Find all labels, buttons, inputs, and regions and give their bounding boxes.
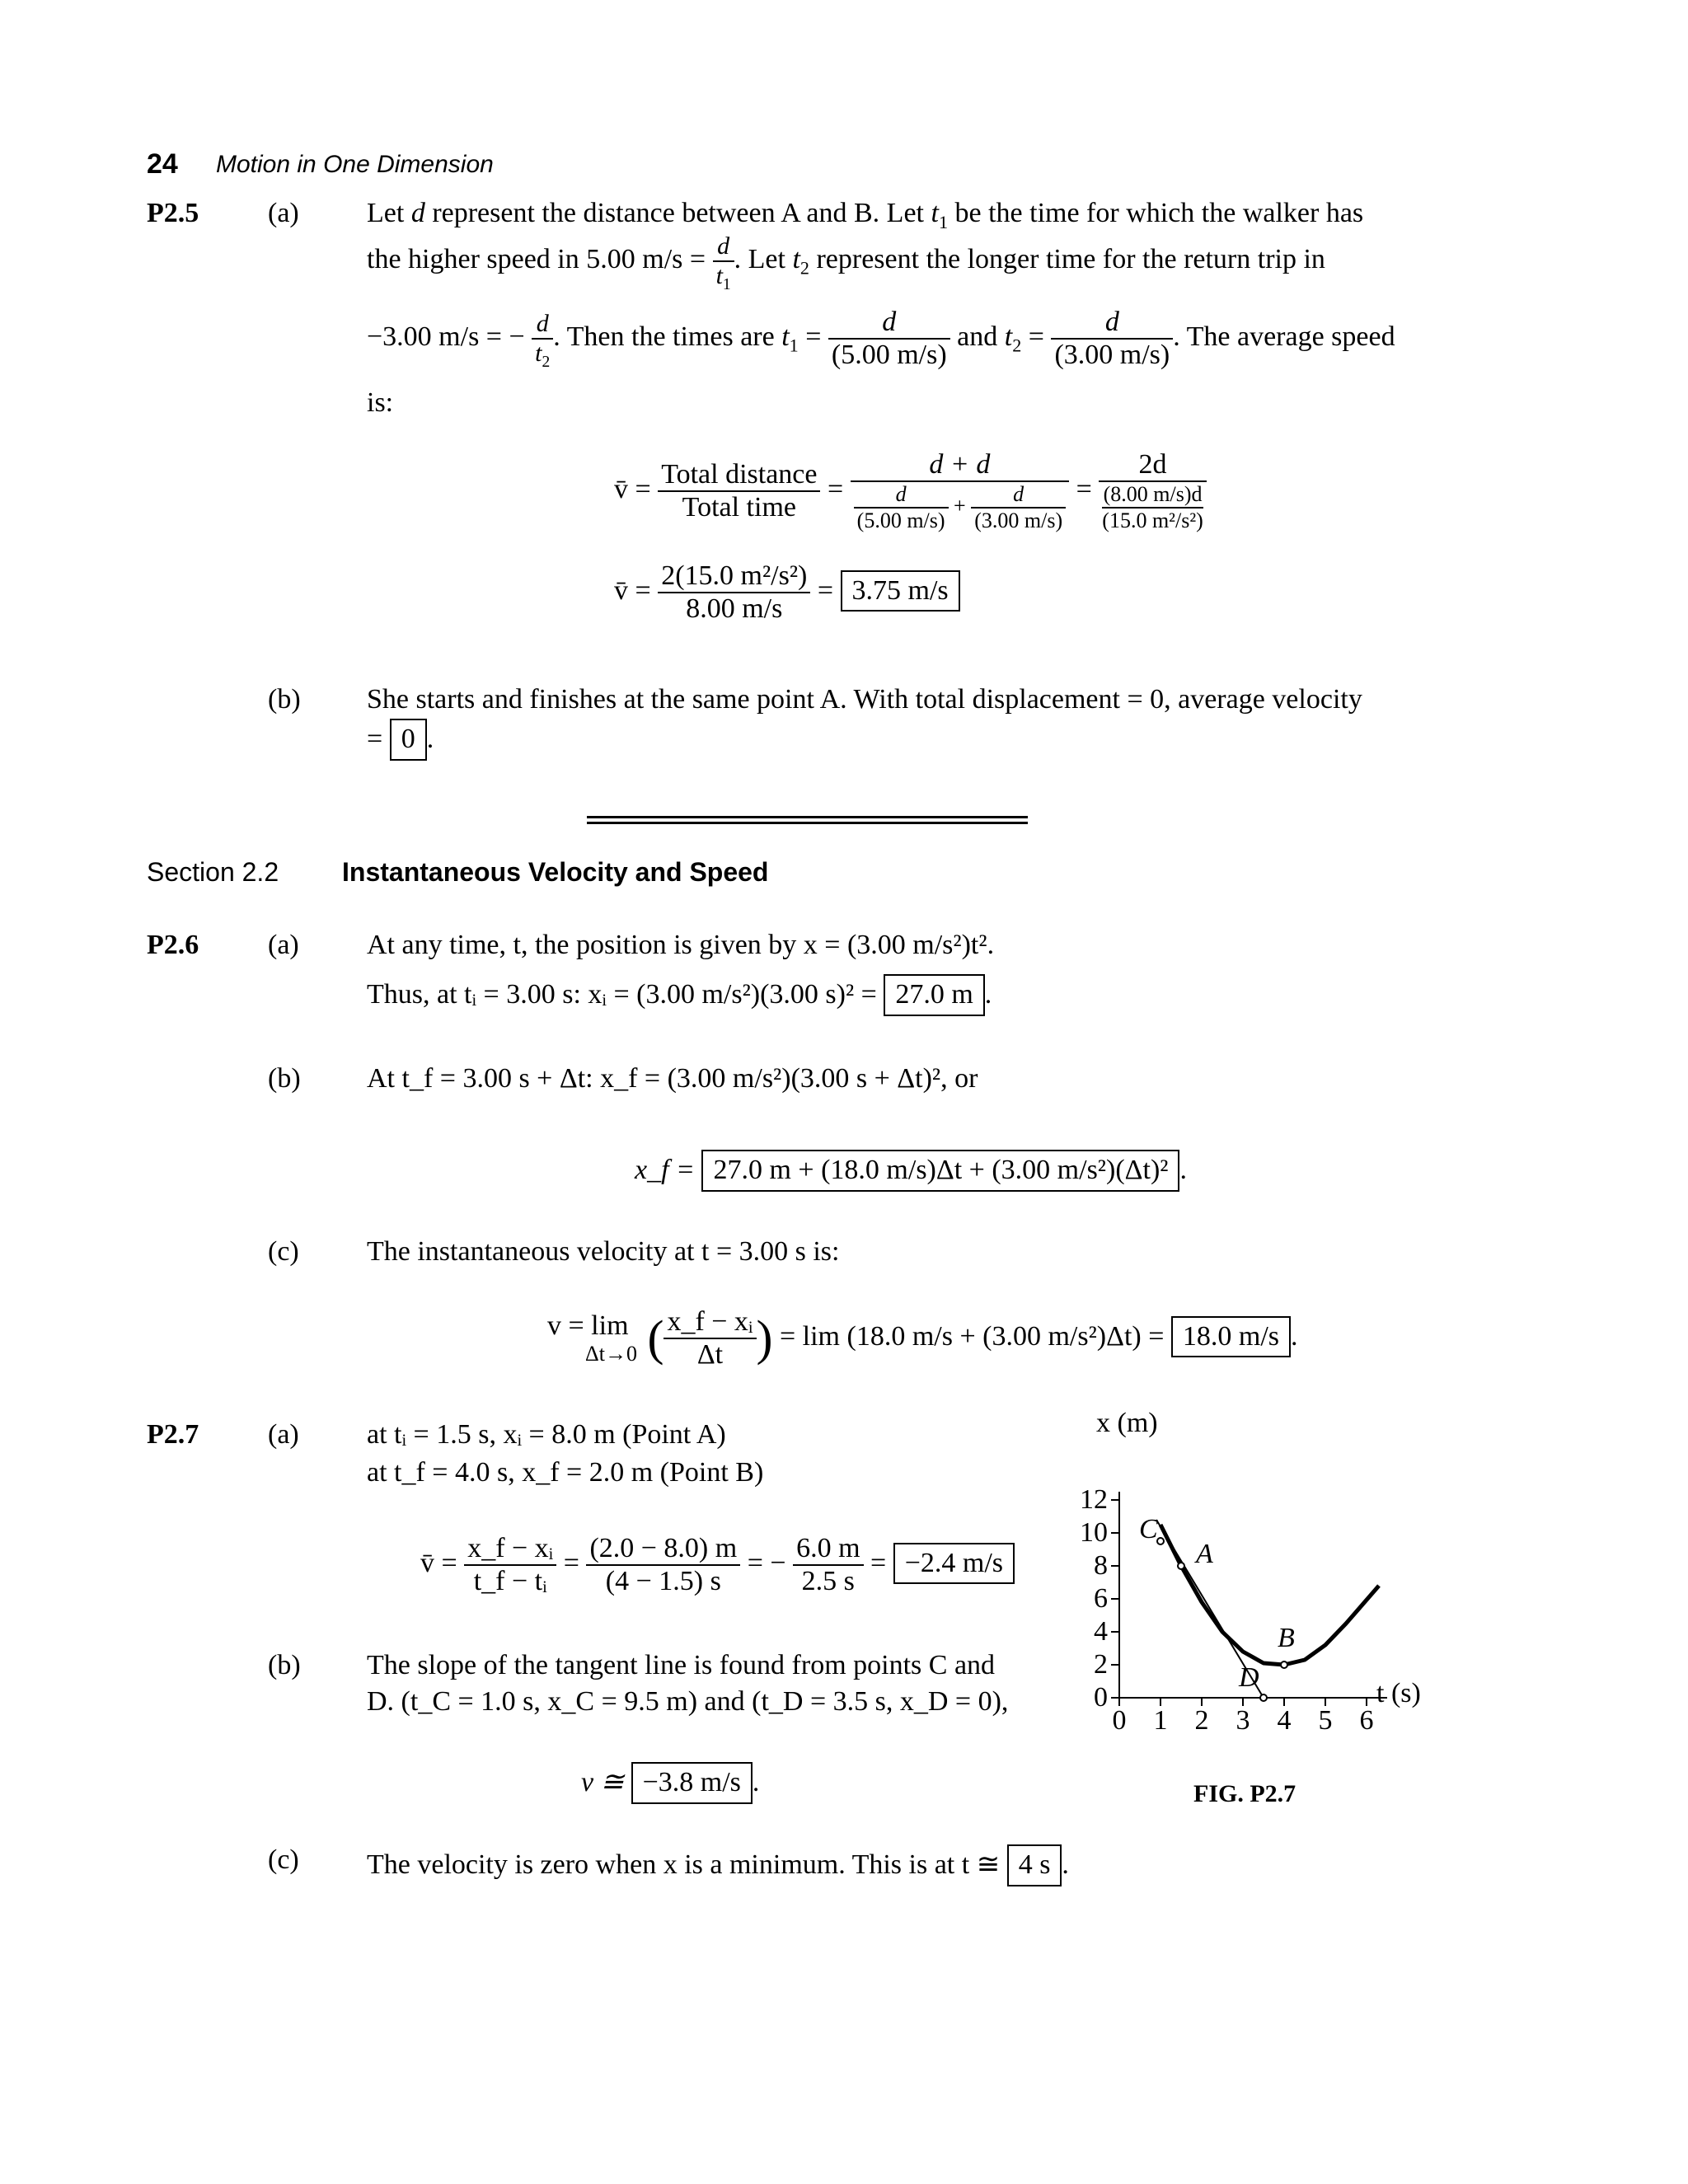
y-tick-label: 6	[1094, 1583, 1108, 1614]
problem-label-p2-7: P2.7	[147, 1419, 199, 1450]
y-tick-label: 4	[1094, 1616, 1108, 1647]
x-tick-label: 1	[1153, 1705, 1168, 1736]
p25-avg-speed-eq: v̄ = $\frac{\text{Total distance}}{\text{Total time}}$ = d + d $\frac{d}{(5.00 m/s)}$ + $\frac{d}{(3.00 m/s)}$ = 2d (8.00 m/s)d (15.0 m²/s²)	[614, 449, 1207, 533]
answer-box: 18.0 m/s	[1171, 1316, 1291, 1358]
running-title: Motion in One Dimension	[216, 151, 494, 178]
y-tick-label: 0	[1094, 1682, 1108, 1713]
p27-a-avg-velocity-eq: v̄ = $\frac{\text{x\_f − xᵢ}}{\text{t\_f − tᵢ}}$ = $\frac{(2.0 - 8.0) m}{(4 - 1.5) s}$ = − $\frac{6.0 m}{2.5 s}$ = −2.4 m/s	[420, 1533, 1015, 1597]
p26-a-line1: At any time, t, the position is given by x = (3.00 m/s²)t².	[367, 930, 995, 960]
part-label-a: (a)	[268, 1419, 299, 1450]
p25-a-line1: Let d represent the distance between A and B. Let $t_1$ be the time for which the walker has	[367, 198, 1364, 232]
answer-box: 27.0 m	[884, 974, 984, 1016]
y-tick-label: 8	[1094, 1550, 1108, 1581]
p26-b-xf: x_f = 27.0 m + (18.0 m/s)Δt + (3.00 m/s²)(Δt)² .	[635, 1150, 1187, 1192]
y-tick-label: 2	[1094, 1649, 1108, 1680]
answer-box: 0	[390, 719, 427, 761]
point-label-a: A	[1196, 1539, 1213, 1569]
p27-c-line: The velocity is zero when x is a minimum. This is at t ≅ 4 s .	[367, 1844, 1069, 1886]
p25-a-line2: the higher speed in 5.00 m/s = $\frac{d}{t_1}$ . Let $t_2$ represent the longer time for the return trip in	[367, 232, 1325, 293]
part-label-c: (c)	[268, 1236, 299, 1267]
answer-box: −3.8 m/s	[631, 1762, 753, 1804]
p25-avg-speed-result: v̄ = $\frac{\text{2(15.0 m²/s²)}}{8.00 m/s}$ = 3.75 m/s	[614, 560, 960, 625]
point-a	[1178, 1563, 1184, 1569]
x-tick-label: 4	[1277, 1705, 1292, 1736]
part-label-b: (b)	[268, 1650, 301, 1680]
part-label-b: (b)	[268, 684, 301, 715]
answer-box: 3.75 m/s	[841, 570, 960, 612]
figure-p2-7-chart	[1063, 1405, 1451, 1751]
p27-b-line2: D. (t_C = 1.0 s, x_C = 9.5 m) and (t_D = 3.5 s, x_D = 0),	[367, 1686, 1009, 1717]
answer-box: −2.4 m/s	[893, 1543, 1015, 1585]
point-c	[1157, 1538, 1164, 1544]
position-curve	[1160, 1525, 1379, 1665]
point-d	[1260, 1694, 1267, 1701]
divider-top	[587, 816, 1028, 818]
x-tick-label: 6	[1359, 1705, 1374, 1736]
part-label-a: (a)	[268, 930, 299, 960]
point-label-b: B	[1278, 1623, 1295, 1653]
p27-b-result: v ≅ −3.8 m/s .	[581, 1762, 759, 1804]
p25-b-text: She starts and finishes at the same point A. With total displacement = 0, average velocity	[367, 684, 1362, 715]
x-tick-label: 0	[1112, 1705, 1127, 1736]
divider-bottom	[587, 822, 1028, 824]
problem-label-p2-5: P2.5	[147, 198, 199, 228]
part-label-b: (b)	[268, 1063, 301, 1094]
p26-c-limit-eq: v = lim Δt→0 ( $\frac{\text{x\_f − xᵢ}}{\Delta t}$ ) = lim (18.0 m/s + (3.00 m/s²)Δt) = 18.0 m/s .	[547, 1306, 1298, 1370]
problem-label-p2-6: P2.6	[147, 930, 199, 960]
x-tick-label: 3	[1236, 1705, 1250, 1736]
figure-caption: FIG. P2.7	[1193, 1780, 1296, 1807]
page-number: 24	[147, 148, 178, 180]
part-label-a: (a)	[268, 198, 299, 228]
answer-box: 4 s	[1007, 1844, 1062, 1886]
y-tick-label: 12	[1080, 1484, 1108, 1515]
point-label-c: C	[1139, 1514, 1158, 1544]
x-axis-label: t (s)	[1376, 1678, 1421, 1708]
p27-a-line1: at tᵢ = 1.5 s, xᵢ = 8.0 m (Point A)	[367, 1419, 726, 1450]
p27-b-line1: The slope of the tangent line is found from points C and	[367, 1650, 996, 1680]
y-axis-label: x (m)	[1096, 1408, 1158, 1438]
p25-b-eq: = 0 .	[367, 719, 434, 761]
point-b	[1281, 1661, 1287, 1668]
point-label-d: D	[1239, 1662, 1259, 1693]
section-title: Instantaneous Velocity and Speed	[342, 857, 769, 887]
x-tick-label: 2	[1194, 1705, 1209, 1736]
part-label-c: (c)	[268, 1844, 299, 1875]
section-label: Section 2.2	[147, 857, 279, 887]
y-tick-label: 10	[1080, 1517, 1108, 1548]
p27-a-line2: at t_f = 4.0 s, x_f = 2.0 m (Point B)	[367, 1457, 764, 1488]
p25-a-is: is:	[367, 387, 394, 418]
x-tick-label: 5	[1318, 1705, 1333, 1736]
p26-b-line1: At t_f = 3.00 s + Δt: x_f = (3.00 m/s²)(3.00 s + Δt)², or	[367, 1063, 978, 1094]
p26-c-line1: The instantaneous velocity at t = 3.00 s is:	[367, 1236, 840, 1267]
p25-a-line3: −3.00 m/s = − $\frac{d}{t_2}$ . Then the times are $t_1$ = $\frac{d}{(5.00 m/s)}$ and $t_2$ = $\frac{d}{(3.00 m/s)}$ . The average speed	[367, 307, 1395, 371]
p26-a-line2: Thus, at tᵢ = 3.00 s: xᵢ = (3.00 m/s²)(3.00 s)² = 27.0 m .	[367, 974, 992, 1016]
answer-box: 27.0 m + (18.0 m/s)Δt + (3.00 m/s²)(Δt)²	[701, 1150, 1179, 1192]
